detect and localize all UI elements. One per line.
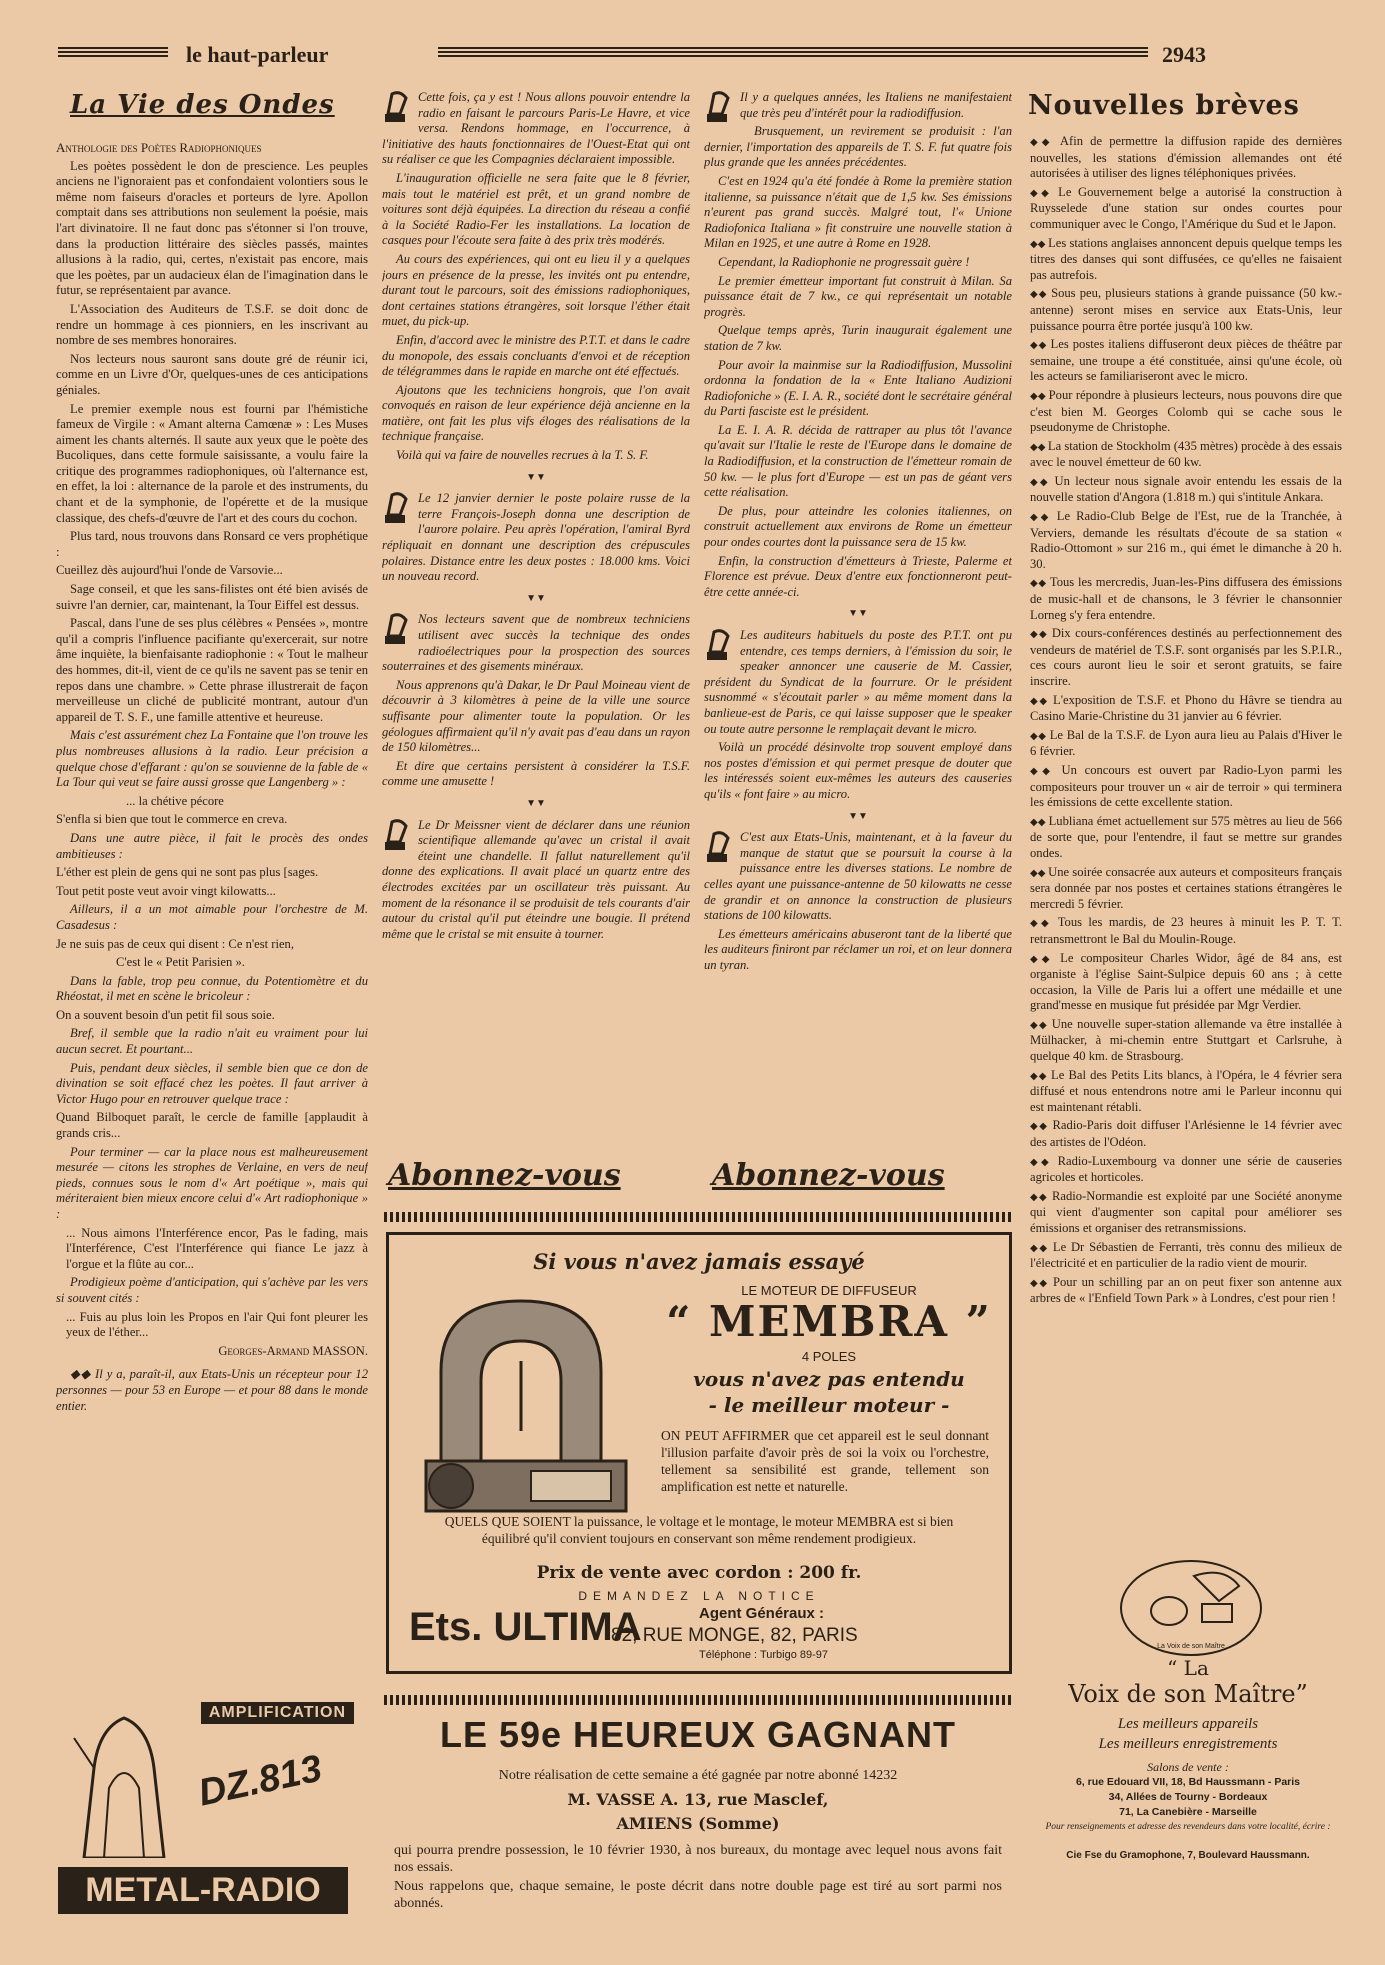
header-rule-right xyxy=(438,47,1148,59)
winner-line5: Nous rappelons que, chaque semaine, le poste décrit dans notre double page est tiré au sort parmi nos abonnés. xyxy=(394,1879,1002,1911)
verse: On a souvent besoin d'un petit fil sous soie. xyxy=(56,1007,275,1022)
brief-item xyxy=(1030,626,1342,689)
his-masters-voice-logo xyxy=(1120,1560,1262,1656)
voix-ad xyxy=(1030,1560,1346,1920)
diamond-bullet-icon: ◆◆ xyxy=(1030,1070,1051,1082)
verse: Cueillez dès aujourd'hui l'onde de Varsovie... xyxy=(56,563,283,578)
dotted-rule xyxy=(384,1695,1012,1705)
winner-line3: AMIENS (Somme) xyxy=(616,1814,780,1833)
brief-text: Un lecteur nous signale avoir entendu les essais de la nouvelle station d'Angora (1.818 m.) qui s'intitule Ankara. xyxy=(1030,473,1342,505)
paragraph: Le Dr Meissner vient de déclarer dans une réunion scientifique allemande qu'avec un cristal il avait éteint une chandelle. Il fallut naturellement qu'il donne des explications. Il avait placé un quartz entre des électrodes excitées par un oscillateur très puissant. Au moment de la résonance il se produisit de tels courants d'air autour du cristal qu'il put éteindre une bougie. Il prétend même que le cristal se mit ensuite à tourner. xyxy=(382,817,690,941)
brief-item xyxy=(1030,388,1342,436)
metal-radio-ad xyxy=(58,1700,358,1914)
loudspeaker-icon xyxy=(382,90,412,124)
membra-body2: QUELS QUE SOIENT la puissance, le voltage et le montage, le moteur MEMBRA est si bien équilibré qu'il convient toujours en conservant son même rendement prodigieux. xyxy=(444,1514,954,1546)
brief-item xyxy=(1030,915,1342,947)
paragraph: Bref, il semble que la radio n'ait eu vraiment pour lui aucun secret. Et pourtant... xyxy=(56,1026,368,1057)
paragraph: C'est aux Etats-Unis, maintenant, et à la faveur du manque de statut que se poursuit la course à la puissance entre les diverses stations. Le nombre de celles ayant une puissance-antenne de 50 kilowatts ne cesse de grandir et on annonce la construction de plusieurs stations de 100 kilowatts. xyxy=(704,830,1012,923)
brief-item xyxy=(1030,286,1342,334)
brief-text: Un concours est ouvert par Radio-Lyon parmi les compositeurs pour trouver un « air de terroir » qui terminera les émissions de cette excellente station. xyxy=(1030,762,1342,810)
paragraph: Nos lecteurs nous sauront sans doute gré de réunir ici, comme en un Livre d'Or, quelques-unes de ces anticipations géniales. xyxy=(56,351,368,397)
paragraph: De plus, pour atteindre les colonies italiennes, on construit actuellement aux environs de Rome un émetteur pour ondes courtes dont la puissance sera de 15 kw. xyxy=(704,503,1012,550)
voix-brand-small: “ La xyxy=(1167,1656,1209,1680)
verse: C'est le « Petit Parisien ». xyxy=(116,955,245,970)
brief-item xyxy=(1030,1017,1342,1065)
membra-agent: Agent Généraux : xyxy=(699,1605,825,1622)
voix-brand: Voix de son Maître” xyxy=(1068,1680,1308,1708)
diamond-bullet-icon: ◆◆ xyxy=(1030,1277,1053,1289)
header-rule-left xyxy=(58,47,168,59)
brief-item xyxy=(1030,1118,1342,1150)
paragraph: Le 12 janvier dernier le poste polaire russe de la terre François-Joseph donna une description de l'aurore polaire. Peu après l'opération, l'amiral Byrd répliquait en donnant une description des crépuscules polaires. Distance entre les deux postes : 18.000 kms. Voici un nouveau record. xyxy=(382,491,690,584)
paragraph: La E. I. A. R. décida de rattraper au plus tôt l'avance qu'avait sur l'Italie le reste de l'Europe dans le domaine de la Radiodiffusion, et la construction de l'émetteur romain de 50 kw. — le plus fort d'Europe — est un pas de géant vers cette réalisation. xyxy=(704,422,1012,500)
brief-text: Le compositeur Charles Widor, âgé de 84 ans, est organiste à l'église Saint-Sulpice depuis 60 ans ; à cette occasion, la Ville de Paris lui a offert une médaille et une grand'messe en musique fut présidée par Mgr Verdier. xyxy=(1030,950,1342,1013)
paragraph: Les poètes possèdent le don de prescience. Les peuples anciens ne l'ignoraient pas et confondaient volontiers sous le même nom faiseurs d'oracles et porteurs de lyre. Apollon comptait dans ses attributions non seulement la poésie, mais l'art divinatoire. Il ne faut donc pas s'étonner si l'on trouve, dans la production littéraire des siècles passés, maintes allusions à la radio, qui, certes, n'existait pas encore, mais que les poètes, par un audacieux élan de l'imagination dans le futur, se représentaient par avance. xyxy=(56,158,368,298)
separator-icon: ▼▼ xyxy=(526,471,546,483)
brief-text: Le Radio-Club Belge de l'Est, rue de la Tranchée, à Verviers, demande les résultats d'écoute de sa station « Radio-Ottomont » sur 216 m., qui émet le dimanche à 20 h. 30. xyxy=(1030,509,1342,571)
brief-text: Dix cours-conférences destinés au perfectionnement des vendeurs de matériel de T.S.F. sont organisés par les S.P.I.R., ces cours auront lieu le soir et seront gratuits, se faire inscrire. xyxy=(1030,626,1342,688)
paragraph: Le premier émetteur important fut construit à Milan. Sa puissance était de 7 kw., ce qui représentait un notable progrès. xyxy=(704,273,1012,319)
loudspeaker-icon xyxy=(704,90,734,124)
article-subtitle: Anthologie des Poètes Radiophoniques xyxy=(56,140,262,155)
brief-item xyxy=(1030,236,1342,284)
membra-line1: vous n'avez pas entendu xyxy=(693,1367,965,1391)
membra-kicker: LE MOTEUR DE DIFFUSEUR xyxy=(741,1283,917,1298)
membra-brand: “ MEMBRA ” xyxy=(666,1297,992,1346)
diamond-bullet-icon: ◆◆ xyxy=(1030,629,1052,641)
verse: Quand Bilboquet paraît, le cercle de famille [applaudit à grands cris... xyxy=(56,1110,368,1141)
loudspeaker-icon xyxy=(382,612,412,646)
loudspeaker-icon xyxy=(382,491,412,525)
section-title-vie-des-ondes: La Vie des Ondes xyxy=(70,90,335,120)
paragraph: L'Association des Auditeurs de T.S.F. se doit donc de rendre un hommage à ces pionniers, en les inscrivant au nombre de ses membres honoraires. xyxy=(56,301,368,348)
paragraph: Pascal, dans l'une de ses plus célèbres « Pensées », montre qu'il a compris l'influence pacifiante qu'exercerait, sur notre âme inquiète, la bienfaisante radiophonie : « Tout le malheur des hommes, dit-il, vient de ce qu'ils ne savent pas se tenir en repos dans une chambre. » Cette phrase illustrerait de façon merveilleuse un cliché de publicité montrant, autour d'un appareil de T. S. F., une famille attentive et heureuse. xyxy=(56,616,368,724)
membra-phone: Téléphone : Turbigo 89-97 xyxy=(699,1649,829,1661)
membra-body1: ON PEUT AFFIRMER que cet appareil est le seul donnant l'illusion parfaite d'avoir près de soi la voix ou l'orchestre, tellement sa sensibilité est grande, tellement son amplification est nette et naturelle. xyxy=(661,1428,989,1494)
voix-note: Pour renseignements et adresse des revendeurs dans votre localité, écrire : xyxy=(1045,1822,1331,1832)
brief-item xyxy=(1030,1068,1342,1116)
column-1 xyxy=(56,140,368,1680)
brief-item xyxy=(1030,865,1342,913)
brief-text: Pour un schilling par an on peut fixer son antenne aux arbres de « l'Enfield Town Park » à Londres, c'est pour rien ! xyxy=(1030,1274,1342,1306)
brief-text: Le Bal de la T.S.F. de Lyon aura lieu au Palais d'Hiver le 6 février. xyxy=(1030,727,1342,759)
paragraph: Sage conseil, et que les sans-filistes ont été bien avisés de suivre l'an dernier, car, maintenant, la Tour Eiffel est dessus. xyxy=(56,582,368,612)
brief-item xyxy=(1030,1189,1342,1237)
brief-text: Radio-Luxembourg va donner une série de causeries agricoles et horticoles. xyxy=(1030,1153,1342,1185)
brief-text: L'exposition de T.S.F. et Phono du Hâvre se tiendra au Casino Marie-Christine du 31 janvier au 6 février. xyxy=(1030,692,1342,724)
membra-address: 82, RUE MONGE, 82, PARIS xyxy=(611,1625,858,1646)
brief-item xyxy=(1030,134,1342,182)
paragraph: Pour avoir la mainmise sur la Radiodiffusion, Mussolini ordonna la fondation de la « Ente Italiano Audizioni Radiofoniche » (E. I. A. R., société dont le secrétaire général du Parti fasciste est le président. xyxy=(704,357,1012,419)
brief-item: ◆◆ Il y a, paraît-il, aux Etats-Unis un récepteur pour 12 personnes — pour 53 en Europe — et pour 88 dans le monde entier. xyxy=(56,1367,368,1413)
diamond-bullet-icon: ◆◆ xyxy=(1030,1191,1052,1203)
diamond-bullet-icon: ◆◆ xyxy=(1030,340,1051,352)
paragraph: Les auditeurs habituels du poste des P.T.T. ont pu entendre, ces temps derniers, à l'émission du soir, le speaker annoncer une causerie de M. Cassier, président du Syndicat de la fourrure. Or le président susnommé « s'écoutait parler » au même moment dans la banlieue-est de Paris, ce qui laisse supposer que le speaker ou toute autre personne le remplaçait devant le micro. xyxy=(704,628,1012,736)
paragraph: Nos lecteurs savent que de nombreux techniciens utilisent avec succès la technique des ondes radioélectriques pour la prospection des sources souterraines et des gisements minéraux. xyxy=(382,612,690,674)
brief-text: Une soirée consacrée aux auteurs et compositeurs français sera donnée par nos postes et certaines stations étrangères le mercredi 5 février. xyxy=(1030,864,1342,911)
amplification-label: AMPLIFICATION xyxy=(201,1702,354,1724)
paragraph: Voilà un procédé désinvolte trop souvent employé dans nos postes d'émission et qui permet presque de douter que les intéressés soient eux-mêmes les auteurs des causeries qu'ils « font faire » au micro. xyxy=(704,740,1012,801)
section-title-nouvelles-breves: Nouvelles brèves xyxy=(1028,90,1300,121)
author-signature: Georges-Armand MASSON. xyxy=(218,1343,368,1358)
diamond-bullet-icon: ◆◆ xyxy=(1030,695,1054,707)
column-2 xyxy=(382,90,690,1150)
separator-icon: ▼▼ xyxy=(848,608,868,620)
diamond-bullet-icon: ◆◆ xyxy=(1030,1019,1052,1031)
brief-text: Une nouvelle super-station allemande va être installée à Mülhacker, à mi-chemin entre Stuttgart et Carlsruhe, à quelque 40 km. de Strasbourg. xyxy=(1030,1016,1342,1064)
paragraph: Mais c'est assurément chez La Fontaine que l'on trouve les plus nombreuses allusions à la radio. Leur précision a quelque chose d'effarant : qu'on se souvienne de la fable de « La Tour qui veut se faire aussi grosse que Langenberg » : xyxy=(56,728,368,790)
membra-notice: DEMANDEZ LA NOTICE xyxy=(578,1589,820,1603)
paragraph: Ailleurs, il a un mot aimable pour l'orchestre de M. Casadesus : xyxy=(56,902,368,932)
membra-company: Ets. ULTIMA xyxy=(409,1605,642,1649)
paragraph: Au cours des expériences, qui ont eu lieu il y a quelques jours en présence de la presse, les invités ont pu entendre, durant tout le parcours, soit des émissions radiophoniques, dont certaines stations étrangères, soit lorsque l'éther était muet, du pick-up. xyxy=(382,251,690,329)
paragraph: Enfin, la construction d'émetteurs à Trieste, Palerme et Florence est prévue. Deux d'entre eux fonctionneront peut-être cette année-ci. xyxy=(704,553,1012,599)
voix-salons: Salons de vente : xyxy=(1147,1760,1229,1774)
diamond-bullet-icon: ◆◆ xyxy=(1030,1242,1053,1254)
membra-headline: Si vous n'avez jamais essayé xyxy=(533,1249,865,1274)
verse: Tout petit poste veut avoir vingt kilowatts... xyxy=(56,883,276,898)
membra-poles: 4 POLES xyxy=(801,1349,857,1364)
paragraph: Il y a quelques années, les Italiens ne manifestaient que très peu d'intérêt pour la radiodiffusion. xyxy=(740,90,1012,120)
paragraph: Les émetteurs américains abuseront tant de la liberté que les auditeurs finiront par réclamer un roi, et on leur donnera un tyran. xyxy=(704,926,1012,972)
voix-addr3: 71, La Canebière - Marseille xyxy=(1119,1806,1257,1818)
brief-item xyxy=(1030,693,1342,725)
diamond-bullet-icon: ◆◆ xyxy=(1030,918,1058,930)
paragraph: Ajoutons que les techniciens hongrois, que l'on avait convoqués en raison de leur expérience déjà ancienne en la matière, ont fait les plus vifs éloges des réalisations de la technique française. xyxy=(382,382,690,444)
diamond-bullet-icon: ◆◆ xyxy=(1030,137,1060,148)
paragraph: Nous apprenons qu'à Dakar, le Dr Paul Moineau vient de découvrir à 3 kilomètres à peine de la ville une source suffisante pour alimenter toute la population. Or les géologues affirmaient qu'il n'y avait pas d'eau dans un rayon de 150 kilomètres... xyxy=(382,677,690,755)
paragraph: Et dire que certains persistent à considérer la T.S.F. comme une amusette ! xyxy=(382,758,690,789)
paragraph: Dans une autre pièce, il fait le procès des ondes ambitieuses : xyxy=(56,830,368,861)
brief-item xyxy=(1030,763,1342,811)
winner-title: LE 59e HEUREUX GAGNANT xyxy=(439,1714,957,1755)
paragraph: Plus tard, nous trouvons dans Ronsard ce vers prophétique : xyxy=(56,529,368,559)
column-3 xyxy=(704,90,1012,1150)
paragraph: C'est en 1924 qu'a été fondée à Rome la première station italienne, sa puissance n'était que de 1,5 kw. Ses émissions n'eurent pas grand succès. Malgré tout, l'« Unione Radiofonica Italiana » fit construire une nouvelle station à Milan en 1925, et une autre à Rome en 1928. xyxy=(704,173,1012,251)
voix-company: Cie Fse du Gramophone, 7, Boulevard Haussmann. xyxy=(1066,1850,1310,1861)
paragraph: Enfin, d'accord avec le ministre des P.T.T. et dans le cadre du monopole, des essais concluants d'envoi et de réception de télégrammes dans le rapide en marche ont été effectués. xyxy=(382,332,690,379)
diamond-bullet-icon: ◆◆ xyxy=(1030,578,1050,590)
paragraph: Puis, pendant deux siècles, il semble bien que ce don de divination se soit effacé chez les poètes. Il faut arriver à Victor Hugo pour en retrouver quelque trace : xyxy=(56,1060,368,1106)
membra-ad xyxy=(386,1232,1012,1674)
diamond-bullet-icon: ◆◆ xyxy=(1030,390,1049,402)
dotted-rule xyxy=(384,1212,1012,1222)
verse: Je ne suis pas de ceux qui disent : Ce n'est rien, xyxy=(56,936,295,951)
brief-text: Le Dr Sébastien de Ferranti, très connu des milieux de l'électricité et en particulier de la radio vient de mourir. xyxy=(1030,1239,1342,1271)
gramophone-dog-icon xyxy=(1124,1566,1258,1640)
paragraph: Pour terminer — car la place nous est malheureusement mesurée — citons les strophes de Verlaine, en vers de neuf pieds, connues sous le nom d'« Art poétique », mais qui mériteraient bien mieux encore celui d'« Art radiophonique » : xyxy=(56,1144,368,1221)
loudspeaker-icon xyxy=(704,830,734,864)
brief-text: Tous les mardis, de 23 heures à minuit les P. T. T. retransmettront le Bal du Moulin-Rouge. xyxy=(1030,915,1342,946)
brief-text: Le Bal des Petits Lits blancs, à l'Opéra, le 4 février sera diffusé et nous entendrons notre ami le Parleur inconnu qui est maintenant rétabli. xyxy=(1030,1067,1342,1114)
subscribe-banner-left[interactable]: Abonnez-vous xyxy=(388,1158,621,1193)
logo-caption: La Voix de son Maître xyxy=(1157,1643,1225,1650)
page-number: 2943 xyxy=(1162,42,1206,67)
brief-item xyxy=(1030,474,1342,506)
brief-item xyxy=(1030,439,1342,471)
separator-icon: ▼▼ xyxy=(526,592,546,604)
verse: ... Fuis au plus loin les Propos en l'air Qui font pleurer les yeux de l'éther... xyxy=(66,1309,368,1340)
diamond-bullet-icon: ◆◆ xyxy=(1030,476,1055,488)
brief-item xyxy=(1030,728,1342,760)
brief-text: Lubliana émet actuellement sur 575 mètres au lieu de 566 de sorte que, pour l'entendre, il faut se mettre sur grandes ondes. xyxy=(1030,813,1342,860)
winner-line4: qui pourra prendre possession, le 10 février 1930, à nos bureaux, du montage avec lequel nous avons fait nos essais. xyxy=(394,1843,1002,1875)
brief-text: Tous les mercredis, Juan-les-Pins diffusera des émissions de music-hall et de chansons, le 3 février le chansonnier Lorneg s'y fera entendre. xyxy=(1030,575,1342,622)
paragraph: L'inauguration officielle ne sera faite que le 8 février, mais tout le matériel est prêt, et un grand nombre de voitures sont déjà équipées. La direction du réseau a confié à la Société Radio-Fer les installations. La location de casques pour l'écoute sera faite à des prix très modérés. xyxy=(382,170,690,248)
winner-line2: M. VASSE A. 13, rue Masclef, xyxy=(567,1790,829,1809)
voix-addr2: 34, Allées de Tourny - Bordeaux xyxy=(1108,1791,1268,1803)
brief-text: Le Gouvernement belge a autorisé la construction à Ruysselede d'une station sur ondes courtes pour communiquer avec le Congo, l'Amérique du Sud et le Japon. xyxy=(1030,184,1342,231)
loudspeaker-icon xyxy=(704,628,734,662)
diamond-bullet-icon: ◆◆ xyxy=(1030,238,1049,250)
paragraph: Voilà qui va faire de nouvelles recrues à la T. S. F. xyxy=(396,448,649,463)
tube-model: DZ.813 xyxy=(194,1747,326,1815)
brief-item xyxy=(1030,1275,1342,1307)
brief-text: Radio-Paris doit diffuser l'Arlésienne le 14 février avec des artistes de l'Odéon. xyxy=(1030,1118,1342,1150)
diamond-bullet-icon: ◆◆ xyxy=(1030,730,1050,742)
verse: ... la chétive pécore xyxy=(126,793,224,808)
metal-radio-brand: METAL-RADIO xyxy=(58,1867,348,1914)
diamond-bullet-icon: ◆◆ xyxy=(1030,1156,1058,1168)
voix-tag2: Les meilleurs enregistrements xyxy=(1098,1736,1278,1752)
separator-icon: ▼▼ xyxy=(848,810,868,822)
journal-title: le haut-parleur xyxy=(186,42,329,67)
brief-text: Sous peu, plusieurs stations à grande puissance (50 kw.-antenne) seront mises en service aux Etats-Unis, leur puissance pourra être portée jusqu'à 100 kw. xyxy=(1030,286,1342,333)
diamond-bullet-icon: ◆◆ xyxy=(1030,867,1049,879)
brief-text: Les stations anglaises annoncent depuis quelque temps les titres des danses qui sont diffusées, ce qu'elles ne faisaient pas autrefois. xyxy=(1030,235,1342,282)
paragraph: Le premier exemple nous est fourni par l'hémistiche fameux de Virgile : « Amant alterna Camœnæ » : Les Muses aiment les chants alternés. Il saute aux yeux que le poète des Bucoliques, dans cette formule saisissante, a voulu faire la critique des programmes radiophoniques, où l'alternance est, en effet, la loi : alternance de la parole et des instruments, du chant et de la symphonie, de l'opérette et de la musique classique, des chefs-d'œuvre de l'art et des cours du cochon. xyxy=(56,401,368,525)
diamond-bullet-icon: ◆◆ xyxy=(1030,816,1049,828)
brief-item xyxy=(1030,814,1342,862)
speaker-motor-illustration xyxy=(411,1281,641,1521)
brief-item xyxy=(1030,951,1342,1014)
diamond-bullet-icon: ◆◆ xyxy=(1030,953,1061,965)
brief-text: La station de Stockholm (435 mètres) procède à des essais avec le nouvel émetteur de 60 kw. xyxy=(1030,438,1342,470)
verse: L'éther est plein de gens qui ne sont pas plus [sages. xyxy=(56,865,319,880)
paragraph: Brusquement, un revirement se produisit : l'an dernier, l'importation des appareils de T. S. F. fut quatre fois plus grande que les années précédentes. xyxy=(704,124,1012,170)
diamond-bullet-icon: ◆◆ xyxy=(1030,512,1057,524)
brief-item xyxy=(1030,575,1342,623)
paragraph: Quelque temps après, Turin inaugurait également une station de 7 kw. xyxy=(704,323,1012,353)
membra-price: Prix de vente avec cordon : 200 fr. xyxy=(536,1563,862,1583)
verse: ... Nous aimons l'Interférence encor, Pas le fading, mais l'Interférence, C'est l'Interférence qui fiance Le jazz à l'orgue et la flûte au cor... xyxy=(66,1225,368,1271)
voix-addr1: 6, rue Edouard VII, 18, Bd Haussmann - Paris xyxy=(1075,1776,1301,1788)
paragraph: Cette fois, ça y est ! Nous allons pouvoir entendre la radio en faisant le parcours Paris-Le Havre, et vice versa. Rendons hommage, en l'occurrence, à l'initiative des hauts fonctionnaires de l'Ouest-Etat qui ont su réaliser ce que les Compagnies déclaraient impossible. xyxy=(382,90,690,167)
column-4 xyxy=(1030,134,1342,1554)
paragraph: Prodigieux poème d'anticipation, qui s'achève par les vers si souvent cités : xyxy=(56,1275,368,1305)
brief-text: Radio-Normandie est exploité par une Société anonyme qui vient d'augmenter son capital pour améliorer ses émissions et organiser des retransmissions. xyxy=(1030,1188,1342,1235)
brief-text: Pour répondre à plusieurs lecteurs, nous pouvons dire que c'est bien M. Georges Colomb qui se cache sous le pseudonyme de Christophe. xyxy=(1030,387,1342,435)
brief-item xyxy=(1030,337,1342,385)
voix-tag1: Les meilleurs appareils xyxy=(1117,1716,1259,1732)
diamond-bullet-icon: ◆◆ xyxy=(1030,187,1059,199)
membra-line2: - le meilleur moteur - xyxy=(708,1393,950,1417)
paragraph: Cependant, la Radiophonie ne progressait guère ! xyxy=(718,254,970,269)
loudspeaker-icon xyxy=(382,818,412,852)
brief-text: Les postes italiens diffuseront deux pièces de théâtre par semaine, une troupe a été constituée, ainsi qu'une école, où les acteurs se familiariseront avec le micro. xyxy=(1030,337,1342,384)
radio-tube-illustration xyxy=(64,1708,174,1858)
verse: S'enfla si bien que tout le commerce en creva. xyxy=(56,812,288,827)
brief-item xyxy=(1030,509,1342,572)
brief-item xyxy=(1030,1154,1342,1186)
brief-item xyxy=(1030,1240,1342,1272)
paragraph: Dans la fable, trop peu connue, du Potentiomètre et du Rhéostat, il met en scène le bricoleur : xyxy=(56,973,368,1004)
diamond-bullet-icon: ◆◆ xyxy=(1030,441,1048,453)
brief-text: Afin de permettre la diffusion rapide des dernières nouvelles, les stations d'émission allemandes ont été autorisées à utiliser des lignes téléphoniques privées. xyxy=(1030,134,1342,181)
separator-icon: ▼▼ xyxy=(526,797,546,809)
brief-item xyxy=(1030,185,1342,233)
diamond-bullet-icon: ◆◆ xyxy=(1030,289,1052,301)
winner-line1: Notre réalisation de cette semaine a été gagnée par notre abonné 14232 xyxy=(498,1768,898,1783)
diamond-bullet-icon: ◆◆ xyxy=(1030,765,1062,777)
diamond-bullet-icon: ◆◆ xyxy=(1030,1121,1053,1133)
subscribe-banner-right[interactable]: Abonnez-vous xyxy=(712,1158,945,1193)
